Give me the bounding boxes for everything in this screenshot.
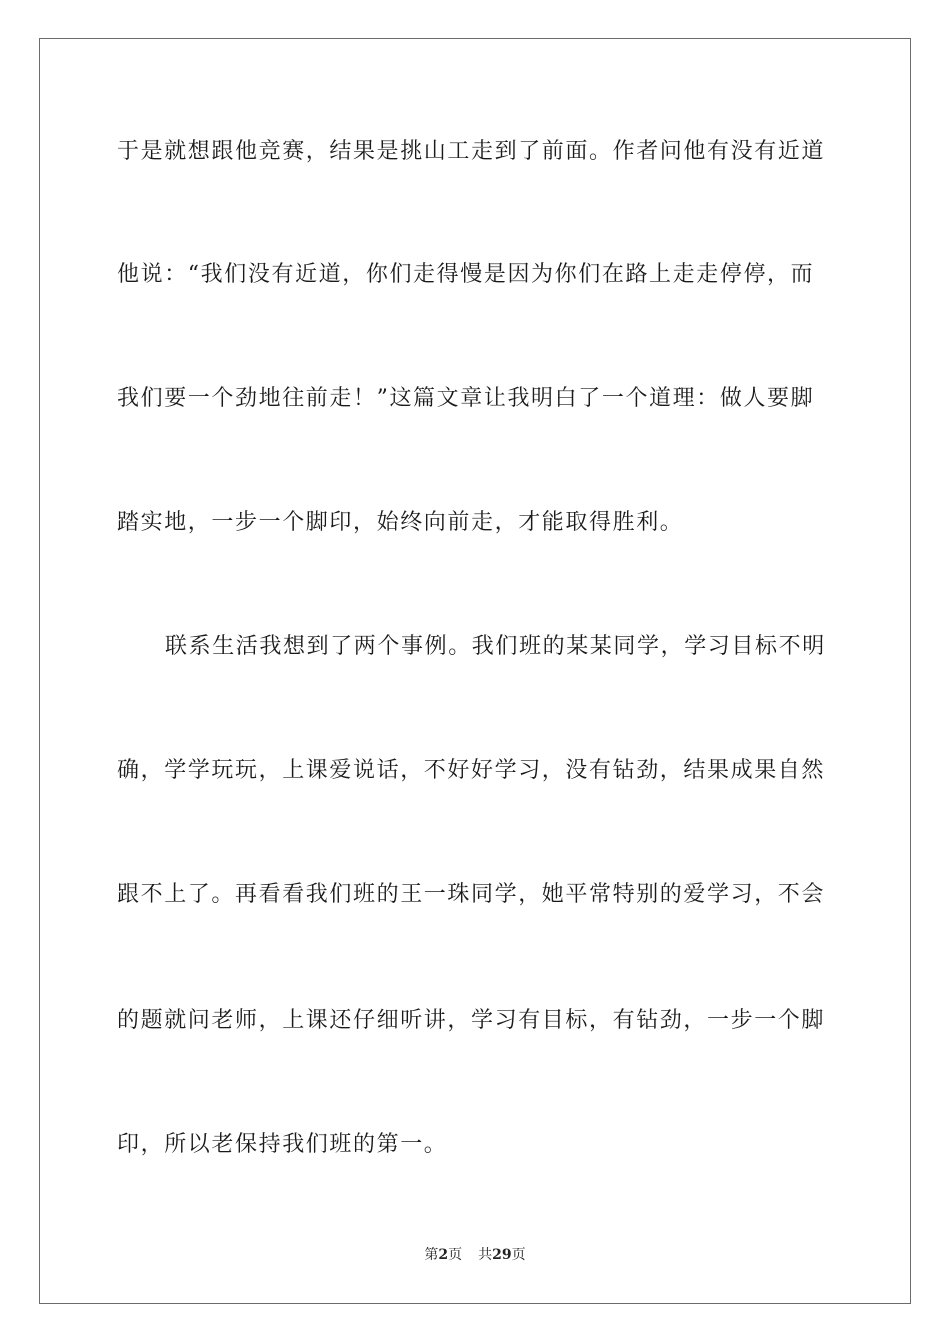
body-line-6: 确，学学玩玩，上课爱说话，不好好学习，没有钻劲，结果成果自然 [117, 758, 826, 783]
body-line-3: 我们要一个劲地往前走！”这篇文章让我明白了一个道理：做人要脚 [117, 386, 815, 411]
body-line-9: 印，所以老保持我们班的第一。 [117, 1132, 448, 1157]
total-suffix: 页 [511, 1247, 526, 1263]
body-line-4: 踏实地，一步一个脚印，始终向前走，才能取得胜利。 [117, 510, 684, 535]
body-line-1: 于是就想跟他竞赛，结果是挑山工走到了前面。作者问他有没有近道 [117, 139, 826, 164]
page-border [39, 38, 911, 1304]
page-prefix: 第 [424, 1247, 439, 1263]
total-pages: 29 [492, 1247, 512, 1263]
page-suffix: 页 [448, 1247, 463, 1263]
page-footer [0, 1246, 950, 1264]
page-number: 2 [438, 1247, 449, 1263]
body-line-7: 跟不上了。再看看我们班的王一珠同学，她平常特别的爱学习，不会 [117, 882, 826, 907]
body-line-2: 他说：“我们没有近道，你们走得慢是因为你们在路上走走停停，而 [117, 262, 815, 287]
body-line-8: 的题就问老师，上课还仔细听讲，学习有目标，有钻劲，一步一个脚 [117, 1008, 826, 1033]
body-line-5: 联系生活我想到了两个事例。我们班的某某同学，学习目标不明 [165, 634, 826, 659]
total-prefix: 共 [478, 1247, 493, 1263]
